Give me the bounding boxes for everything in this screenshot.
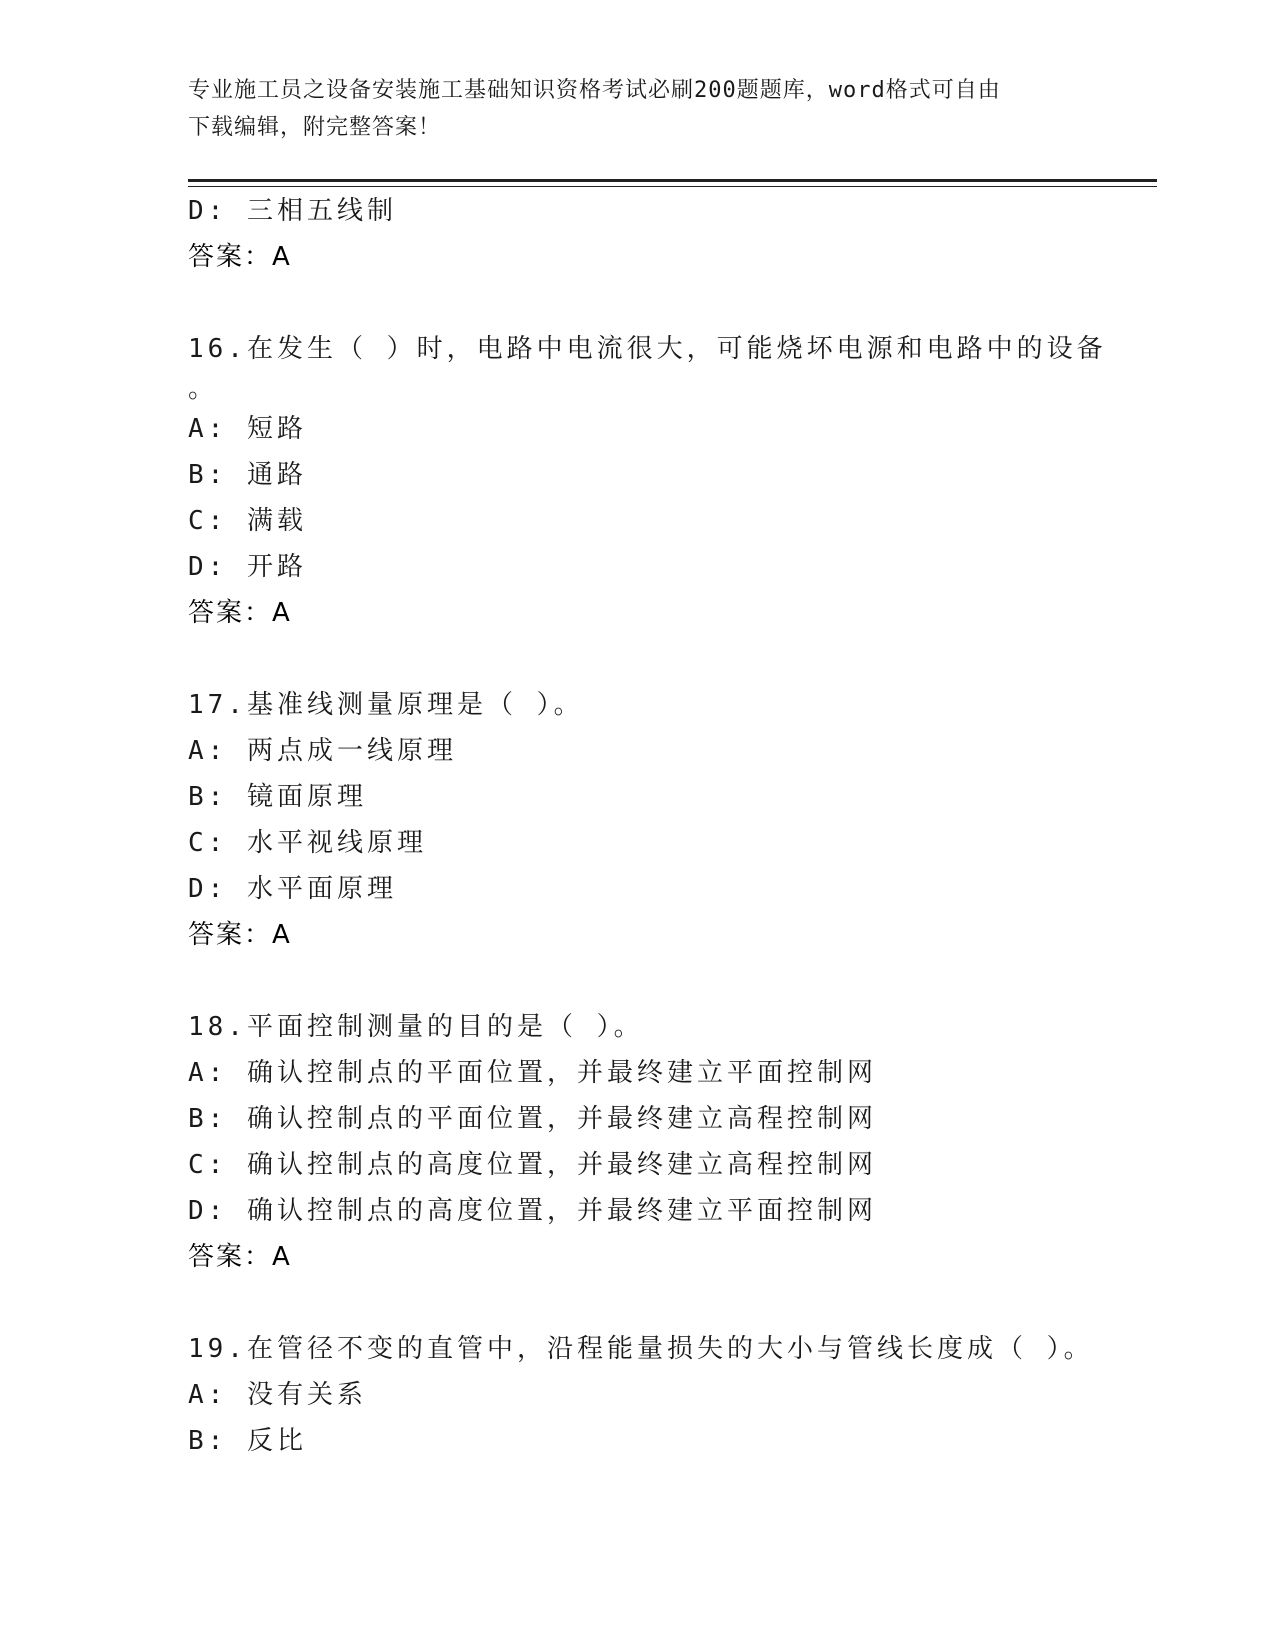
header-line-2: 下载编辑，附完整答案！ <box>188 115 442 140</box>
document-header <box>188 72 1088 146</box>
question-18-stem: 18.平面控制测量的目的是（ ）。 <box>188 1012 644 1042</box>
header-line-1: 专业施工员之设备安装施工基础知识资格考试必刷200题题库，word格式可自由 <box>188 78 1001 103</box>
question-16-option-c: C: 满载 <box>188 506 307 536</box>
question-17-option-b: B: 镜面原理 <box>188 782 367 812</box>
question-16-stem: 16.在发生（ ）时，电路中电流很大，可能烧坏电源和电路中的设备 <box>188 334 1107 364</box>
spacer <box>188 636 1088 682</box>
question-19-stem: 19.在管径不变的直管中，沿程能量损失的大小与管线长度成（ ）。 <box>188 1334 1094 1364</box>
option-d-prev: D: 三相五线制 <box>188 196 397 226</box>
question-17-answer: 答案：A <box>188 920 292 950</box>
question-content <box>188 188 1107 1464</box>
question-19-option-a: A: 没有关系 <box>188 1380 367 1410</box>
header-divider-thin <box>188 186 1157 187</box>
spacer <box>188 1280 1088 1326</box>
answer-prev: 答案：A <box>188 242 292 272</box>
question-16-option-b: B: 通路 <box>188 460 307 490</box>
question-16-stem-tail: 。 <box>188 374 219 404</box>
question-18-option-b: B: 确认控制点的平面位置，并最终建立高程控制网 <box>188 1104 877 1134</box>
question-16-option-a: A: 短路 <box>188 414 307 444</box>
question-18-option-c: C: 确认控制点的高度位置，并最终建立高程控制网 <box>188 1150 877 1180</box>
question-17-stem: 17.基准线测量原理是（ ）。 <box>188 690 584 720</box>
question-17-option-c: C: 水平视线原理 <box>188 828 427 858</box>
question-17-option-d: D: 水平面原理 <box>188 874 397 904</box>
question-16-option-d: D: 开路 <box>188 552 307 582</box>
question-17-option-a: A: 两点成一线原理 <box>188 736 457 766</box>
question-18-option-a: A: 确认控制点的平面位置，并最终建立平面控制网 <box>188 1058 877 1088</box>
spacer <box>188 280 1088 326</box>
question-18-answer: 答案：A <box>188 1242 292 1272</box>
question-18-option-d: D: 确认控制点的高度位置，并最终建立平面控制网 <box>188 1196 877 1226</box>
question-16-answer: 答案：A <box>188 598 292 628</box>
header-divider-thick <box>188 179 1157 182</box>
question-19-option-b: B: 反比 <box>188 1426 307 1456</box>
spacer <box>188 958 1088 1004</box>
